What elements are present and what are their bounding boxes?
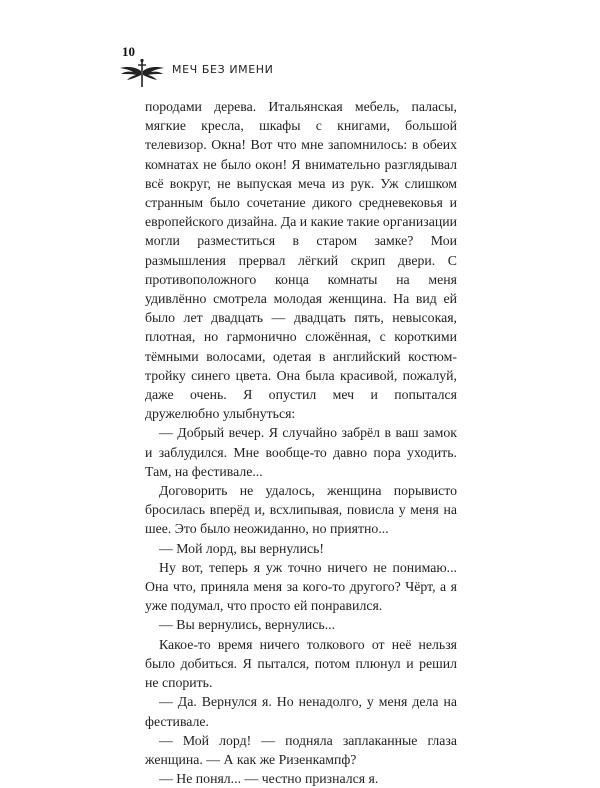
body-text [145, 97, 457, 788]
page-number: 10 [122, 44, 135, 59]
paragraph: Договорить не удалось, женщина порывисто бросилась вперёд и, всхлипывая, повисла у меня на шее. Это было неожиданно, но приятно... [145, 483, 457, 537]
paragraph: — Не понял... — честно признался я. [159, 771, 379, 787]
running-title: МЕЧ БЕЗ ИМЕНИ [172, 63, 274, 76]
paragraph: — Мой лорд, вы вернулись! [159, 540, 324, 556]
paragraph: — Вы вернулись, вернулись... [159, 617, 336, 633]
page-header [0, 0, 600, 90]
paragraph: — Да. Вернулся я. Но ненадолго, у меня дела на фестивале. [145, 694, 457, 729]
paragraph: Какое-то время ничего толкового от неё нельзя было добиться. Я пытался, потом плюнул и решил не спорить. [145, 636, 457, 691]
winged-sword-icon [118, 58, 166, 88]
paragraph: — Добрый вечер. Я случайно забрёл в ваш замок и заблудился. Мне вообще-то давно пора уходить. Там, на фестивале... [145, 425, 457, 479]
paragraph: породами дерева. Итальянская мебель, паласы, мягкие кресла, шкафы с книгами, большой телевизор. Окна! Вот что мне запомнилось: в обеих комнатах не было окон! Я внимательно разглядывал всё вокруг, не выпуская меча из рук. Уж слишком странным было сочетание дикого средневековья и европейского дизайна. Да и какие такие организации могли разместиться в старом замке? Мои размышления прервал лёгкий скрип двери. С противоположного конца комнаты на меня удивлённо смотрела молодая женщина. На вид ей было лет двадцать — двадцать пять, невысокая, плотная, но гармонично сложённая, с короткими тёмными волосами, одетая в английский костюм-тройку синего цвета. Она была красивой, пожалуй, даже очень. Я опустил меч и попытался дружелюбно улыбнуться: [145, 99, 457, 422]
paragraph: — Мой лорд! — подняла заплаканные глаза женщина. — А как же Ризенкампф? [145, 732, 457, 767]
paragraph: Ну вот, теперь я уж точно ничего не понимаю... Она что, приняла меня за кого-то другого? Чёрт, а я уже подумал, что просто ей понравился. [145, 559, 457, 614]
